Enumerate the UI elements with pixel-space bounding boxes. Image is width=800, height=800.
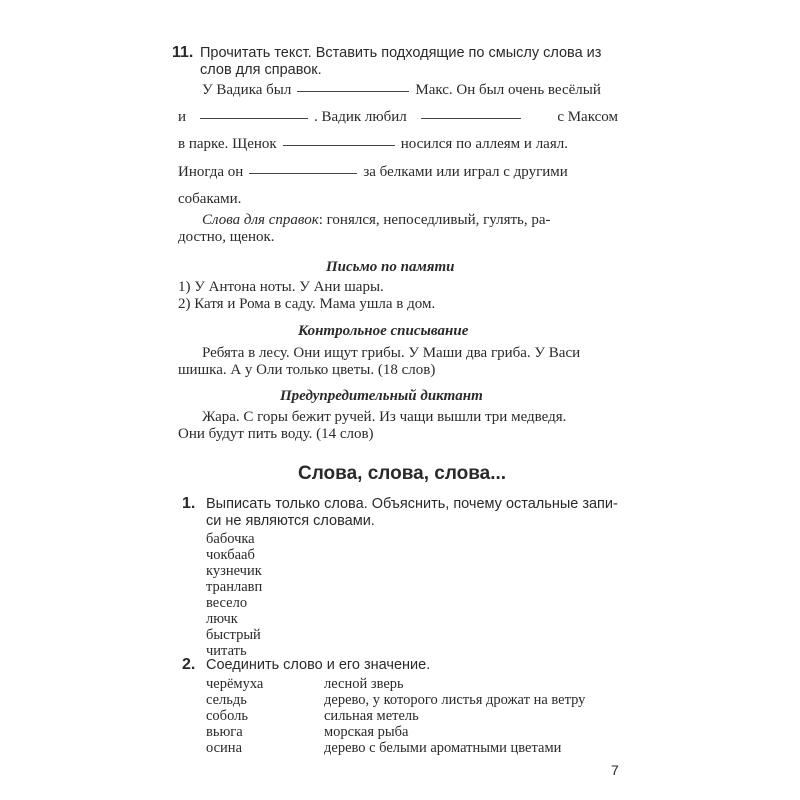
task-11-helper-line2: достно, щенок.: [178, 229, 275, 245]
warning-title: Предупредительный диктант: [280, 388, 483, 404]
list-item: сильная метель: [324, 708, 419, 724]
blank-line: [283, 144, 395, 146]
list-item: транлавп: [206, 579, 263, 595]
list-item: кузнечик: [206, 563, 262, 579]
memory-line2: 2) Катя и Рома в саду. Мама ушла в дом.: [178, 296, 436, 312]
list-item: вьюга: [206, 724, 243, 740]
warning-line1: Жара. С горы бежит ручей. Из чащи вышли три медведя.: [202, 409, 567, 425]
list-item: быстрый: [206, 627, 261, 643]
text-fragment: за белками или играл с другими: [363, 164, 568, 180]
list-item: черёмуха: [206, 676, 264, 692]
task-11-text-line2: [178, 109, 618, 126]
task-2-number: 2.: [182, 656, 196, 673]
list-item: весело: [206, 595, 248, 611]
task-11-text-line4: [178, 164, 568, 181]
blank-line: [200, 117, 308, 119]
helper-words: : гонялся, непоседливый, гулять, ра-: [318, 212, 551, 228]
text-fragment: с Максом: [557, 109, 618, 125]
task-2-word-column: [206, 676, 263, 756]
list-item: читать: [206, 643, 247, 659]
list-item: морская рыба: [324, 724, 409, 740]
list-item: бабочка: [206, 531, 255, 547]
task-2-instruction: Соединить слово и его значение.: [206, 657, 431, 673]
task-1-number: 1.: [182, 495, 196, 512]
list-item: чокбааб: [206, 547, 255, 563]
memory-title: Письмо по памяти: [326, 259, 455, 275]
list-item: лючк: [206, 611, 238, 627]
memory-line1: 1) У Антона ноты. У Ани шары.: [178, 279, 384, 295]
task-11-instruction-line2: слов для справок.: [200, 62, 322, 78]
task-11-helper-words: [202, 212, 551, 229]
copy-line2: шишка. А у Оли только цветы. (18 слов): [178, 362, 436, 378]
helper-label: Слова для справок: [202, 212, 319, 228]
list-item: дерево, у которого листья дрожат на ветру: [324, 692, 586, 708]
text-fragment: У Вадика был: [202, 82, 292, 98]
section-title: Слова, слова, слова...: [298, 463, 507, 484]
blank-line: [249, 172, 357, 174]
task-11-instruction-line1: Прочитать текст. Вставить подходящие по смыслу слова из: [200, 45, 602, 61]
blank-line: [297, 90, 409, 92]
task-1-instruction-line2: си не являются словами.: [206, 513, 375, 529]
task-1-word-list: [206, 531, 262, 659]
text-fragment: Иногда он: [178, 164, 244, 180]
task-11-text-line1: [202, 82, 601, 99]
text-fragment: в парке. Щенок: [178, 136, 277, 152]
text-fragment: и: [178, 109, 187, 125]
copy-line1: Ребята в лесу. Они ищут грибы. У Маши два гриба. У Васи: [202, 345, 581, 361]
list-item: дерево с белыми ароматными цветами: [324, 740, 562, 756]
text-fragment: . Вадик любил: [314, 109, 407, 125]
task-11-text-line5: собаками.: [178, 191, 242, 207]
list-item: осина: [206, 740, 243, 756]
task-2-meaning-column: [324, 676, 585, 756]
task-11-text-line3: [178, 136, 568, 153]
text-fragment: носился по аллеям и лаял.: [400, 136, 568, 152]
copy-title: Контрольное списывание: [298, 323, 469, 339]
list-item: сельдь: [206, 692, 247, 708]
page-number: 7: [611, 762, 619, 778]
list-item: лесной зверь: [324, 676, 404, 692]
task-11-number: 11.: [172, 44, 194, 61]
task-1-instruction-line1: Выписать только слова. Объяснить, почему остальные запи-: [206, 496, 618, 512]
list-item: соболь: [206, 708, 248, 724]
blank-line: [421, 117, 521, 119]
warning-line2: Они будут пить воду. (14 слов): [178, 426, 374, 442]
text-fragment: Макс. Он был очень весёлый: [415, 82, 601, 98]
